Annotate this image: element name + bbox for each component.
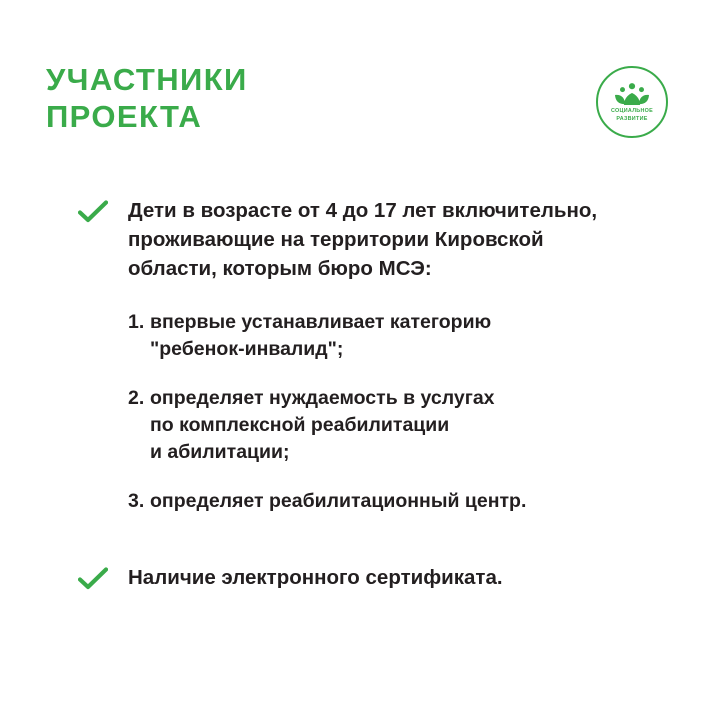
logo-text xyxy=(611,108,653,123)
logo-emblem-icon xyxy=(612,81,652,107)
list-item xyxy=(128,385,660,466)
bullet-item-participants xyxy=(78,196,660,283)
list-item-text xyxy=(150,488,526,515)
numbered-list xyxy=(128,309,660,514)
list-item-marker: 3. xyxy=(128,489,145,512)
page-title xyxy=(46,62,674,135)
page-title-line-2: ПРОЕКТА xyxy=(46,98,203,134)
list-item-text xyxy=(150,309,491,363)
content-body xyxy=(78,196,660,592)
page-header xyxy=(46,62,674,152)
list-item-line: и абилитации; xyxy=(150,440,290,463)
check-icon xyxy=(78,563,108,591)
check-icon xyxy=(78,196,108,224)
list-item-line: впервые устанавливает категорию xyxy=(150,311,492,334)
bullet-line: области, которым бюро МСЭ: xyxy=(128,257,432,281)
list-item xyxy=(128,309,660,363)
page-title-line-1: УЧАСТНИКИ xyxy=(46,62,248,97)
list-item-line: по комплексной реабилитации xyxy=(150,414,450,437)
bullet-line: проживающие на территории Кировской xyxy=(128,228,544,252)
list-item xyxy=(128,488,660,515)
bullet-text-certificate xyxy=(128,563,503,592)
list-item-line: определяет нуждаемость в услугах xyxy=(150,387,495,410)
social-development-logo xyxy=(596,66,668,138)
list-item-marker: 2. xyxy=(128,387,145,410)
list-item-line: определяет реабилитационный центр. xyxy=(150,489,527,512)
logo-text-line-1: СОЦИАЛЬНОЕ xyxy=(610,108,654,115)
list-item-line: "ребенок-инвалид"; xyxy=(150,338,344,361)
bullet-line: Дети в возрасте от 4 до 17 лет включительно, xyxy=(128,199,598,222)
logo-text-line-2: РАЗВИТИЕ xyxy=(616,115,648,122)
list-item-text xyxy=(150,385,495,466)
bullet-text-participants xyxy=(128,196,597,283)
list-item-marker: 1. xyxy=(128,311,145,334)
bullet-item-certificate xyxy=(78,563,660,592)
bullet-line: Наличие электронного сертификата. xyxy=(128,565,503,589)
